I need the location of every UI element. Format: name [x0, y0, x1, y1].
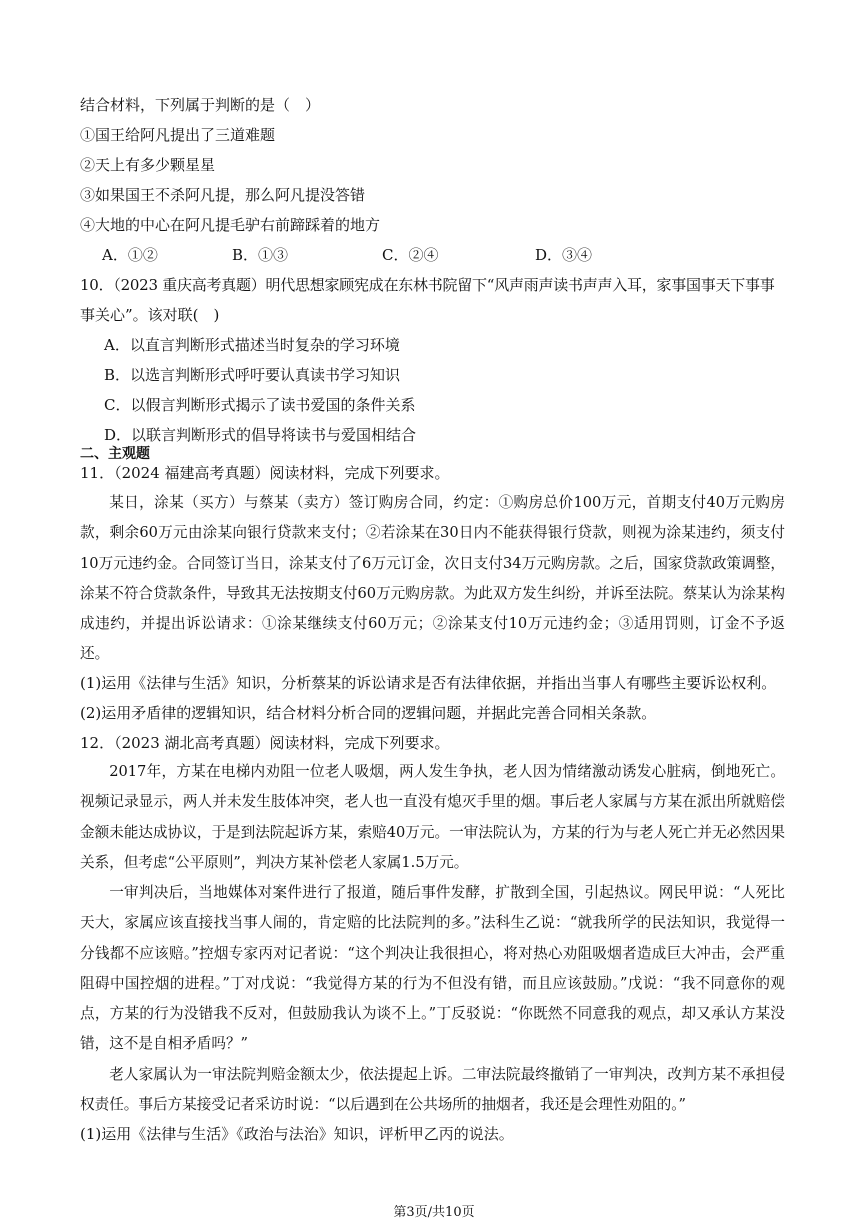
- q12-stem: 12．（2023 湖北高考真题）阅读材料，完成下列要求。: [80, 734, 450, 752]
- q12-material-paragraph-1: 2017年，方某在电梯内劝阻一位老人吸烟，两人发生争执，老人因为情绪激动诱发心脏病，倒地死亡。视频记录显示，两人并未发生肢体冲突，老人也一直没有熄灭手里的烟。事后老人家属与方某在派出所就赔偿金额未能达成协议，于是到法院起诉方某，索赔40万元。一审法院认为，方某的行为与老人死亡并无必然因果关系，但考虑“公平原则”，判决方某补偿老人家属1.5万元。: [80, 763, 785, 871]
- q10-option-c: C．以假言判断形式揭示了读书爱国的条件关系: [104, 396, 416, 414]
- q9-item-2: ②天上有多少颗星星: [80, 156, 216, 174]
- q12-requirement-1: (1)运用《法律与生活》《政治与法治》知识，评析甲乙丙的说法。: [80, 1125, 514, 1143]
- page-number: 第3页/共10页: [393, 1205, 475, 1220]
- section-title: 二、主观题: [80, 446, 150, 462]
- q10-stem-line1: 10．（2023 重庆高考真题）明代思想家顾宪成在东林书院留下“风声雨声读书声声入耳，家事国事天下事事: [80, 276, 775, 294]
- q9-item-4: ④大地的中心在阿凡提毛驴右前蹄踩着的地方: [80, 216, 381, 234]
- q11-requirement-2: (2)运用矛盾律的逻辑知识，结合材料分析合同的逻辑问题，并据此完善合同相关条款。: [80, 704, 657, 722]
- q9-option-a: A．①②: [102, 246, 158, 264]
- q9-option-c: C．②④: [382, 246, 439, 264]
- q9-item-3: ③如果国王不杀阿凡提，那么阿凡提没答错: [80, 186, 366, 204]
- q10-option-d: D．以联言判断形式的倡导将读书与爱国相结合: [104, 426, 417, 444]
- q9-item-1: ①国王给阿凡提出了三道难题: [80, 126, 276, 144]
- q11-stem: 11．（2024 福建高考真题）阅读材料，完成下列要求。: [80, 464, 450, 482]
- q9-option-d: D．③④: [535, 246, 593, 264]
- q10-stem-line2: 事关心”。该对联( ): [80, 306, 220, 324]
- q12-material-paragraph-3: 老人家属认为一审法院判赔金额太少，依法提起上诉。二审法院最终撤销了一审判决，改判方某不承担侵权责任。事后方某接受记者采访时说：“以后遇到在公共场所的抽烟者，我还是会理性劝阻的。”: [80, 1066, 785, 1114]
- q9-stem: 结合材料，下列属于判断的是（ ）: [80, 96, 321, 114]
- q10-option-a: A．以直言判断形式描述当时复杂的学习环境: [104, 336, 400, 354]
- q11-material: 某日，涂某（买方）与蔡某（卖方）签订购房合同，约定：①购房总价100万元，首期支付40万元购房款，剩余60万元由涂某向银行贷款来支付；②若涂某在30日内不能获得银行贷款，则视为涂某违约，须支付10万元违约金。合同签订当日，涂某支付了6万元订金，次日支付34万元购房款。之后，国家贷款政策调整，涂某不符合贷款条件，导致其无法按期支付60万元购房款。为此双方发生纠纷，并诉至法院。蔡某认为涂某构成违约，并提出诉讼请求：①涂某继续支付60万元；②涂某支付10万元违约金；③适用罚则，订金不予返还。: [80, 494, 785, 663]
- q9-option-b: B．①③: [232, 246, 289, 264]
- q12-material-paragraph-2: 一审判决后，当地媒体对案件进行了报道，随后事件发酵，扩散到全国，引起热议。网民甲说：“人死比天大，家属应该直接找当事人闹的，肯定赔的比法院判的多。”法科生乙说：“就我所学的民法知识，我觉得一分钱都不应该赔。”控烟专家丙对记者说：“这个判决让我很担心，将对热心劝阻吸烟者造成巨大冲击，会严重阻碍中国控烟的进程。”丁对戊说：“我觉得方某的行为不但没有错，而且应该鼓励。”戊说：“我不同意你的观点，方某的行为没错我不反对，但鼓励我认为谈不上。”丁反驳说：“你既然不同意我的观点，却又承认方某没错，这不是自相矛盾吗？”: [80, 884, 785, 1053]
- q10-option-b: B．以选言判断形式呼吁要认真读书学习知识: [104, 366, 401, 384]
- q11-requirement-1: (1)运用《法律与生活》知识，分析蔡某的诉讼请求是否有法律依据，并指出当事人有哪些主要诉讼权利。: [80, 674, 777, 692]
